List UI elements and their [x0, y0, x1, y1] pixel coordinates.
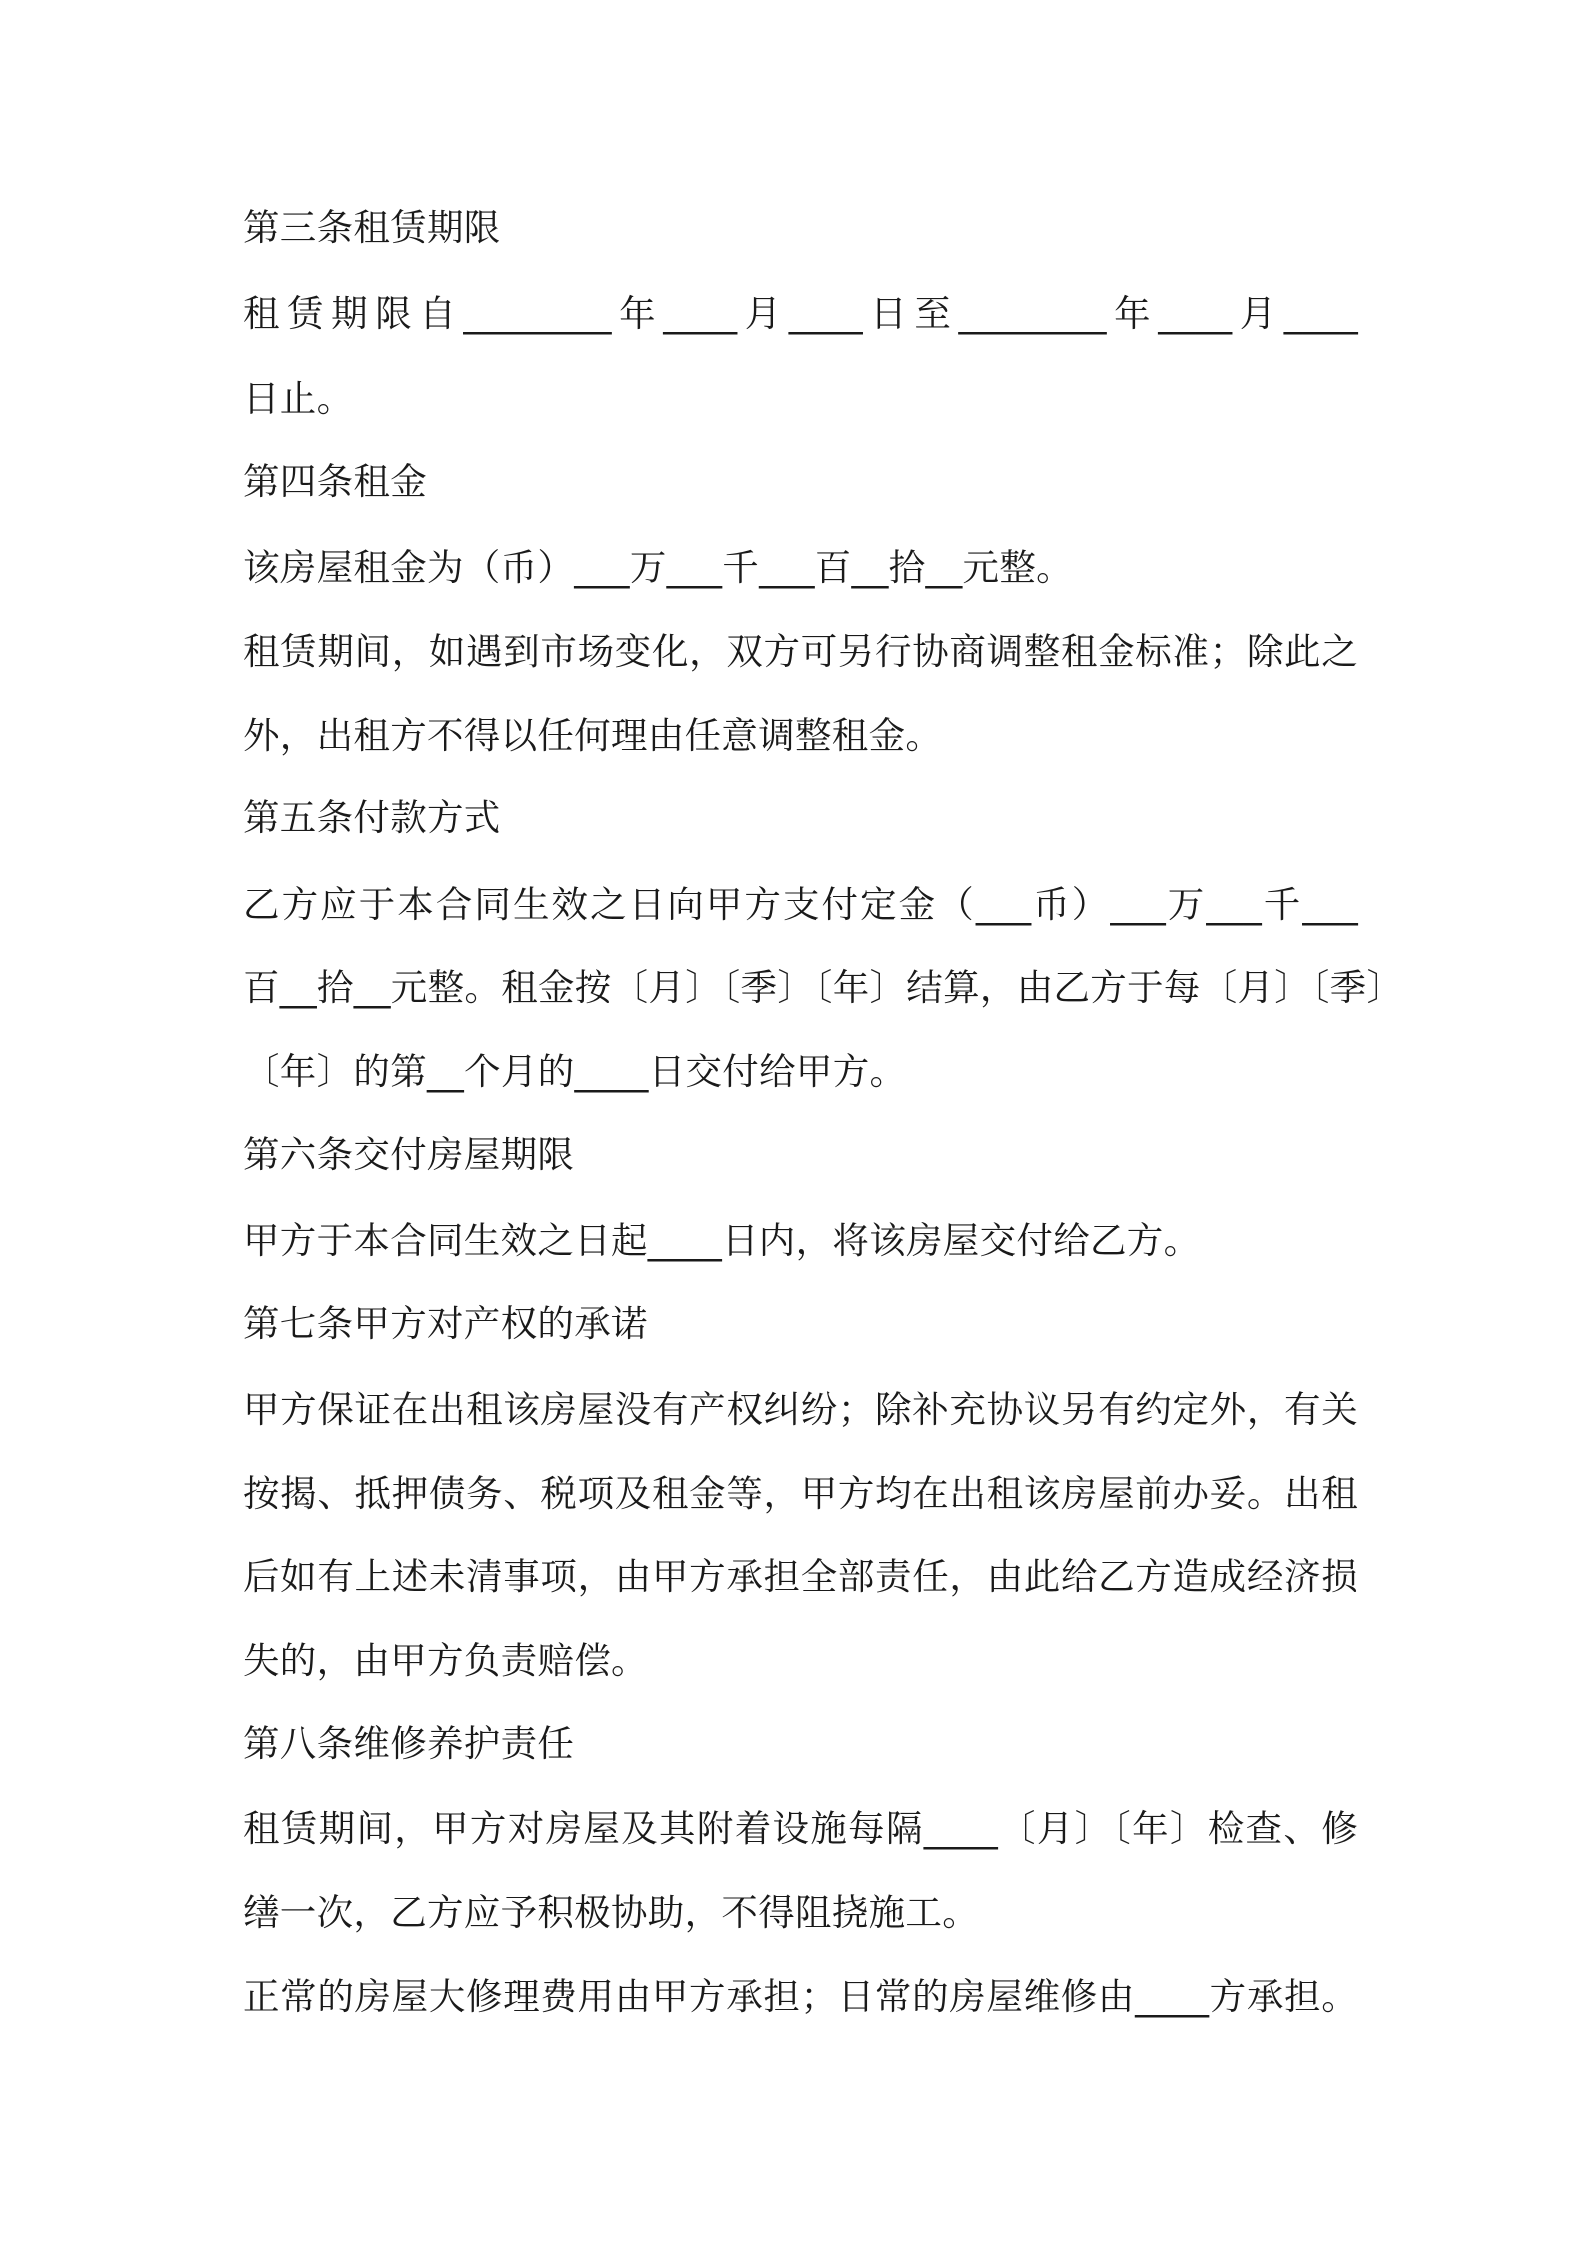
article-7-text: 后如有上述未清事项，由甲方承担全部责任，由此给乙方造成经济损 [243, 1555, 1358, 1598]
article-8-heading: 第八条维修养护责任 [243, 1722, 575, 1765]
article-4-text: 外，出租方不得以任何理由任意调整租金。 [243, 714, 943, 757]
article-3-text: 日止。 [243, 377, 354, 420]
article-6-heading: 第六条交付房屋期限 [243, 1133, 575, 1176]
article-4-heading: 第四条租金 [243, 460, 427, 503]
article-4-text: 该房屋租金为（币）___万___千___百__拾__元整。 [243, 546, 1073, 589]
article-5-heading: 第五条付款方式 [243, 796, 501, 839]
article-8-text: 正常的房屋大修理费用由甲方承担；日常的房屋维修由____方承担。 [243, 1975, 1358, 2018]
article-7-text: 甲方保证在出租该房屋没有产权纠纷；除补充协议另有约定外，有关 [243, 1388, 1358, 1431]
article-3-heading: 第三条租赁期限 [243, 206, 501, 249]
article-5-text: 〔年〕的第__个月的____日交付给甲方。 [243, 1050, 907, 1093]
article-7-text: 按揭、抵押债务、税项及租金等，甲方均在出租该房屋前办妥。出租 [243, 1472, 1358, 1515]
article-6-text: 甲方于本合同生效之日起____日内，将该房屋交付给乙方。 [243, 1219, 1201, 1262]
article-7-heading: 第七条甲方对产权的承诺 [243, 1302, 648, 1345]
article-4-text: 租赁期间，如遇到市场变化，双方可另行协商调整租金标准；除此之 [243, 630, 1358, 673]
article-7-text: 失的，由甲方负责赔偿。 [243, 1639, 648, 1682]
article-3-text: 租赁期限自________年____月____日至________年____月____ [243, 292, 1358, 335]
article-8-text: 缮一次，乙方应予积极协助，不得阻挠施工。 [243, 1891, 979, 1934]
article-5-text: 乙方应于本合同生效之日向甲方支付定金（___币）___万___千___ [243, 883, 1358, 926]
article-8-text: 租赁期间，甲方对房屋及其附着设施每隔____〔月〕〔年〕检查、修 [243, 1807, 1358, 1850]
article-5-text: 百__拾__元整。租金按〔月〕〔季〕〔年〕结算，由乙方于每〔月〕〔季〕 [243, 966, 1404, 1009]
